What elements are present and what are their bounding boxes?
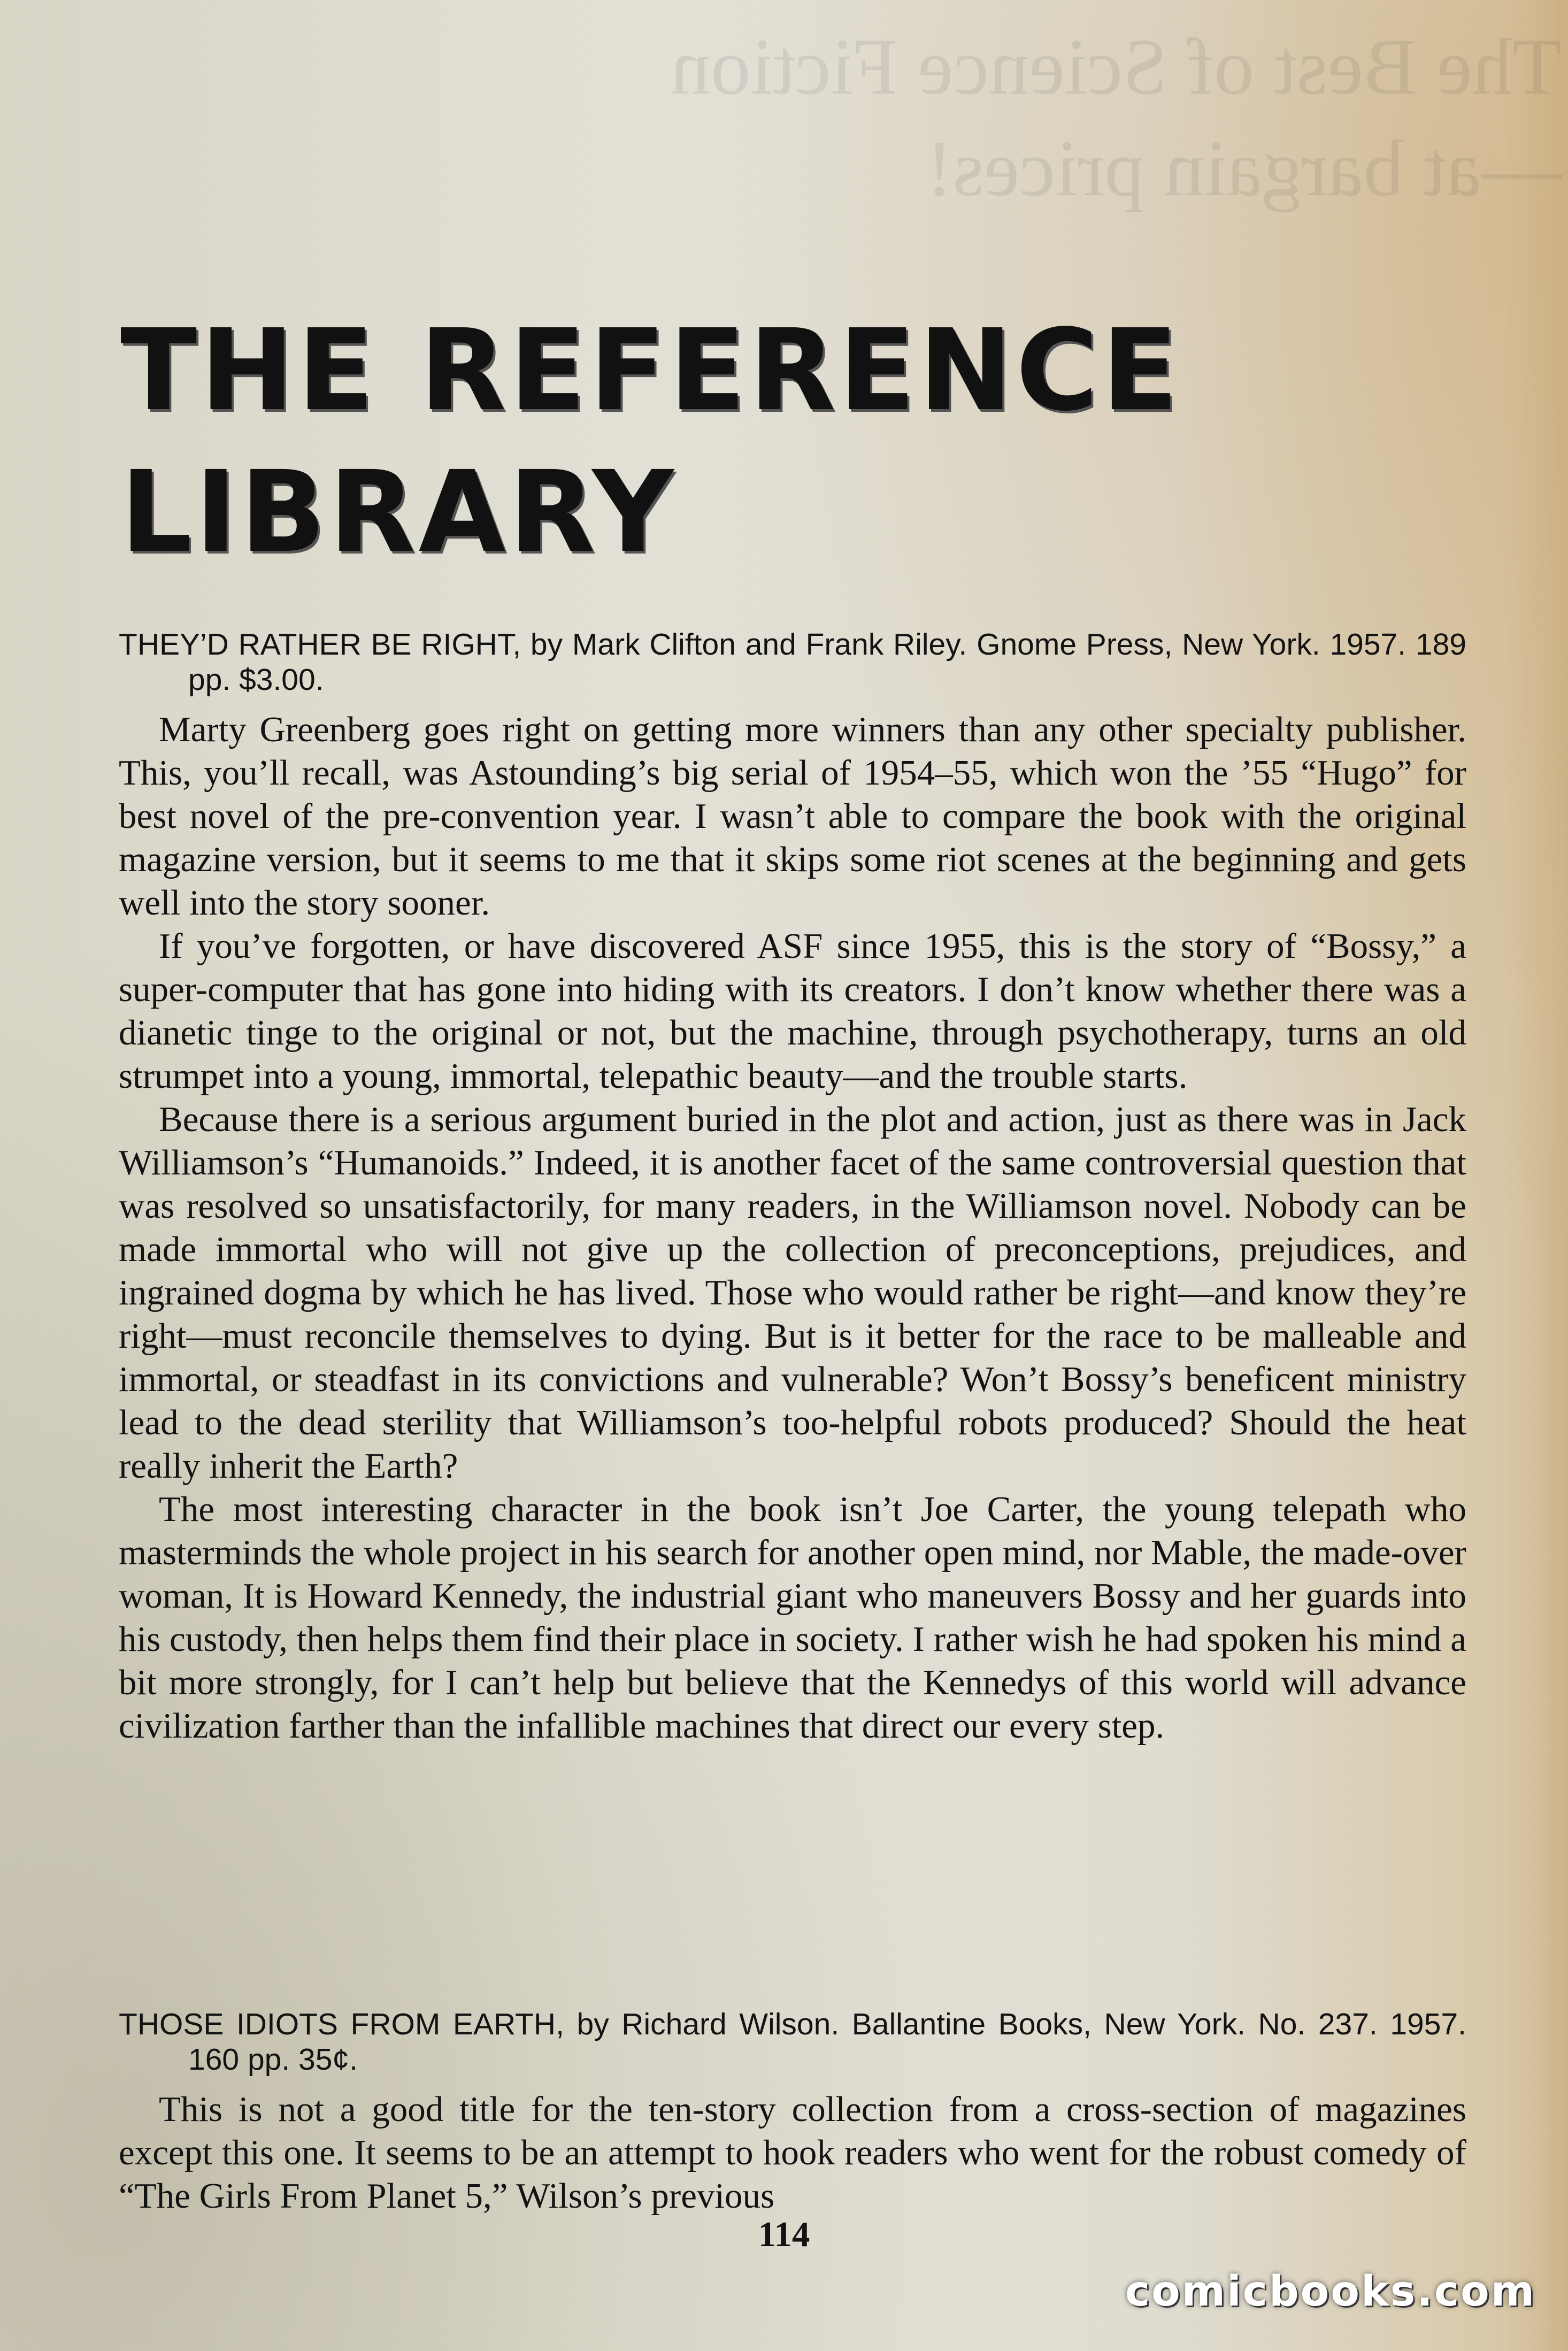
bleed-through-line-1: The Best of Science Fiction: [670, 22, 1562, 111]
review-paragraph: This is not a good title for the ten-story collection from a cross-section of magazines except this one. It seems to be an attempt to hook readers who went for the robust comedy of “The Girls From Planet 5,” Wilson’s previous: [119, 2089, 1466, 2216]
review-paragraph: Marty Greenberg goes right on getting more winners than any other specialty publisher. This, you’ll recall, was Astounding’s big serial of 1954–55, which won the ’55 “Hugo” for best novel of the pre-convention year. I wasn’t able to compare the book with the original magazine version, but it seems to me that it skips some riot scenes at the beginning and gets well into the story sooner.: [119, 710, 1466, 923]
review-1: [119, 627, 1466, 1748]
book-entry-heading: THOSE IDIOTS FROM EARTH, by Richard Wilson. Ballantine Books, New York. No. 237. 1957. 160 pp. 35¢.: [119, 2007, 1466, 2077]
site-watermark: comicbooks.com: [1125, 2268, 1536, 2316]
section-title-line-1: THE REFERENCE: [120, 305, 1182, 436]
review-paragraph: If you’ve forgotten, or have discovered ASF since 1955, this is the story of “Bossy,” a super-computer that has gone into hiding with its creators. I don’t know whether there was a dianetic tinge to the original or not, but the machine, through psychotherapy, turns an old strumpet into a young, immortal, telepathic beauty—and the trouble starts.: [119, 926, 1466, 1096]
book-entry-heading: THEY’D RATHER BE RIGHT, by Mark Clifton and Frank Riley. Gnome Press, New York. 1957. 189 pp. $3.00.: [119, 627, 1466, 697]
bleed-through-text: [118, 16, 1562, 219]
review-paragraph: Because there is a serious argument buried in the plot and action, just as there was in Jack Williamson’s “Humanoids.” Indeed, it is another facet of the same controversial question that was resolved so unsatisfactorily, for many readers, in the Williamson novel. Nobody can be made immortal who will not give up the collection of preconceptions, prejudices, and ingrained dogma by which he has lived. Those who would rather be right—and know they’re right—must reconcile themselves to dying. But is it better for the race to be malleable and immortal, or steadfast in its convictions and vulnerable? Won’t Bossy’s beneficent ministry lead to the dead sterility that Williamson’s too-helpful robots produced? Should the heat really inherit the Earth?: [119, 1100, 1466, 1486]
review-2: [119, 2007, 1466, 2218]
bleed-through-line-2: —at bargain prices!: [926, 124, 1562, 213]
page-number: 114: [758, 2215, 810, 2254]
section-title-line-2: LIBRARY: [120, 447, 677, 578]
section-title: [120, 299, 1181, 583]
review-paragraph: The most interesting character in the book isn’t Joe Carter, the young telepath who masterminds the whole project in his search for another open mind, nor Mable, the made-over woman, It is Howard Kennedy, the industrial giant who maneuvers Bossy and her guards into his custody, then helps them find their place in society. I rather wish he had spoken his mind a bit more strongly, for I can’t help but believe that the Kennedys of this world will advance civilization farther than the infallible machines that direct our every step.: [119, 1489, 1466, 1746]
